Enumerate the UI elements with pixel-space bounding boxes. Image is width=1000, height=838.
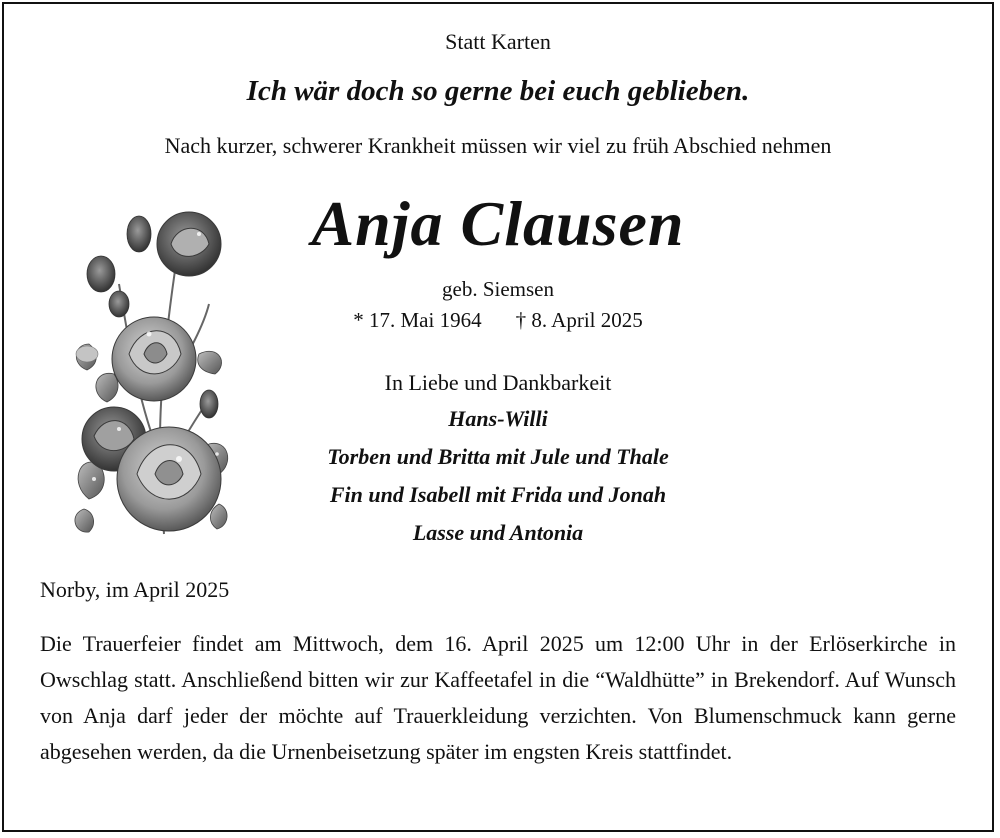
birth-name: geb. Siemsen	[442, 277, 554, 301]
death-date: † 8. April 2025	[515, 308, 643, 332]
ceremony-details: Die Trauerfeier findet am Mittwoch, dem 16. April 2025 um 12:00 Uhr in der Erlöserkirche in Owschlag statt. Anschließend bitten wir zur Kaffeetafel in die “Waldhütte” in Brekendorf. Auf Wunsch von Anja darf jeder der möchte auf Trauerkleidung verzichten. Von Blumenschmuck kann gerne abgesehen werden, da die Urnenbeisetzung später im engsten Kreis stattfindet.	[40, 631, 956, 764]
family-line: Lasse und Antonia	[412, 520, 584, 545]
family-line: Fin und Isabell mit Frida und Jonah	[329, 482, 667, 507]
roses-illustration	[59, 204, 234, 544]
place-date: Norby, im April 2025	[40, 577, 230, 602]
intro-text: Statt Karten	[445, 29, 551, 54]
deceased-name: Anja Clausen	[311, 188, 685, 259]
obituary-notice	[2, 2, 994, 832]
thanks-line: In Liebe und Dankbarkeit	[384, 370, 612, 395]
subtitle: Nach kurzer, schwerer Krankheit müssen wir viel zu früh Abschied nehmen	[164, 133, 832, 158]
family-line: Torben und Britta mit Jule und Thale	[327, 444, 669, 469]
birth-date: * 17. Mai 1964	[353, 308, 482, 332]
family-line: Hans-Willi	[448, 406, 548, 431]
motto: Ich wär doch so gerne bei euch geblieben.	[246, 75, 750, 107]
